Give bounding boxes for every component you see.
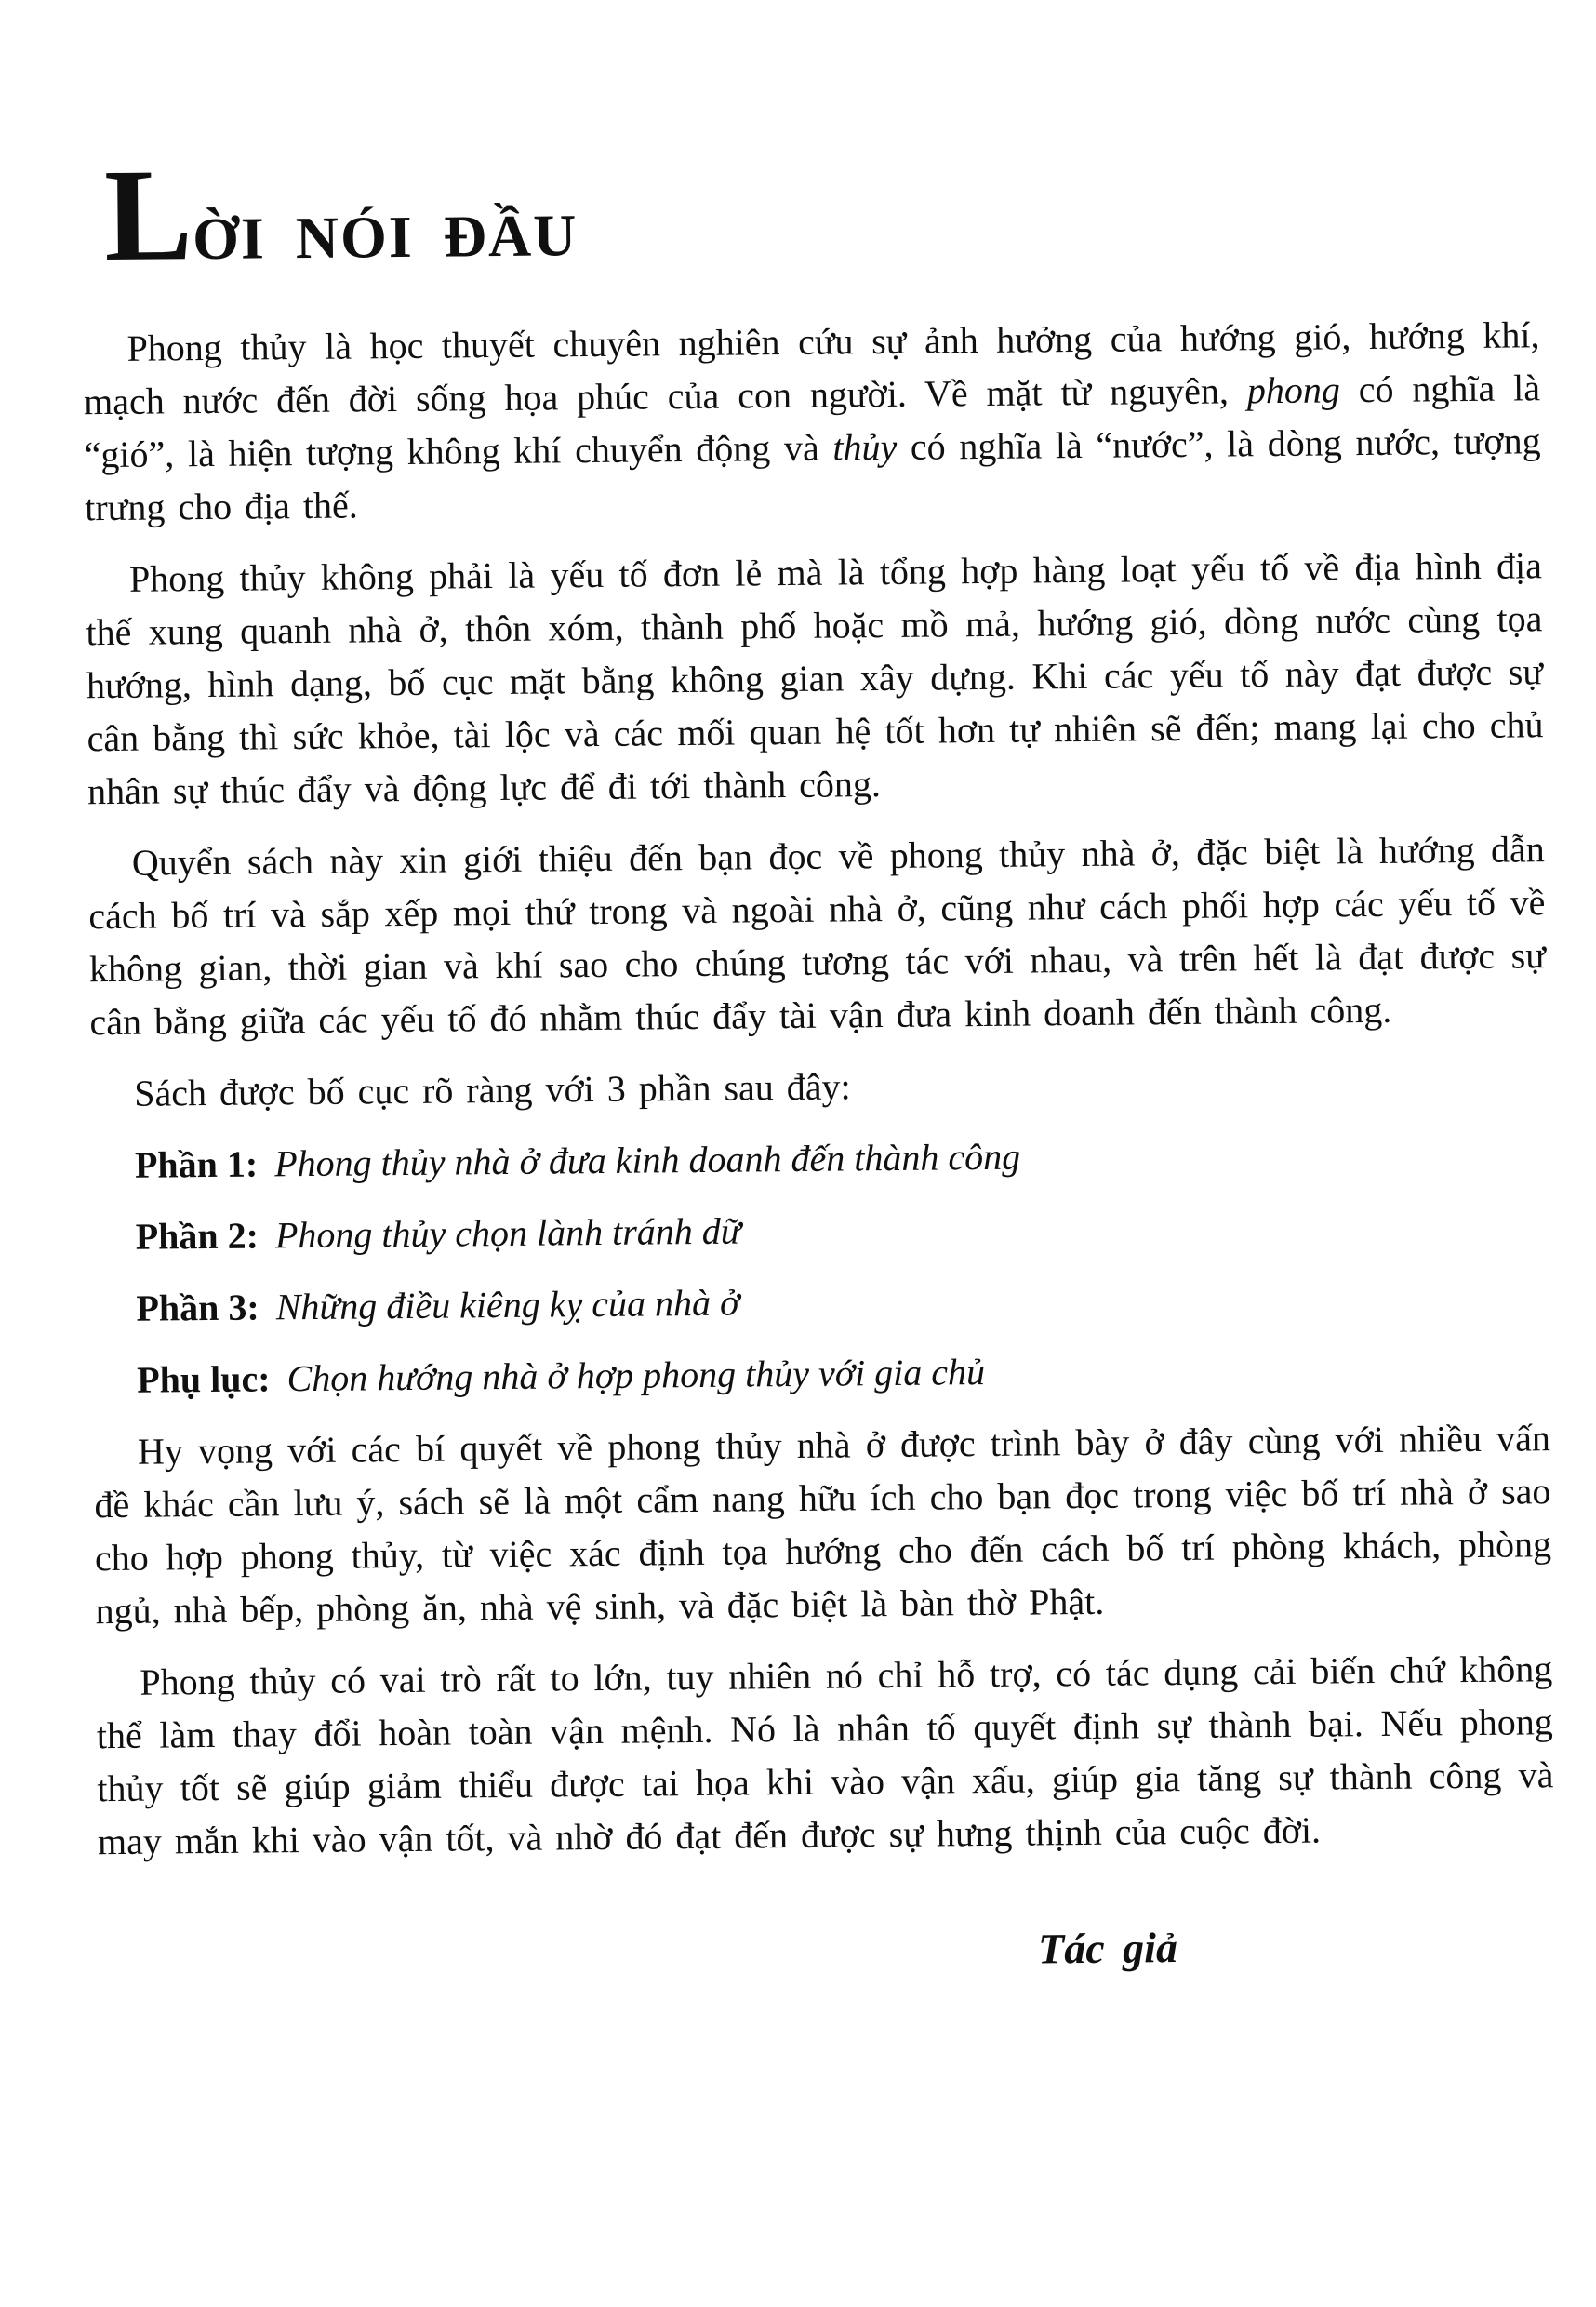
part-item-appendix: [93, 1340, 1549, 1407]
part-2-label: Phần 2:: [135, 1214, 259, 1258]
part-item-1: [91, 1125, 1548, 1192]
part-1-label: Phần 1:: [134, 1142, 259, 1186]
part-3-title: Những điều kiêng kỵ của nhà ở: [275, 1281, 740, 1328]
paragraph-intro-1: Phong thủy là học thuyết chuyên nghiên cứu sự ảnh hưởng của hướng gió, hướng khí, mạch nước đến đời sống họa phúc của con người. Về mặt từ nguyên, phong có nghĩa là “gió”, là hiện tượng không khí chuyển động và thủy có nghĩa là “nước”, là dòng nước, tượng trưng cho địa thế.: [83, 313, 1541, 529]
title-rest: ỜI NÓI ĐẦU: [192, 202, 579, 273]
part-1-title: Phong thủy nhà ở đưa kinh doanh đến thành công: [274, 1135, 1021, 1185]
part-item-3: [92, 1268, 1549, 1335]
part-2-title: Phong thủy chọn lành tránh dữ: [274, 1209, 741, 1257]
part-item-2: [91, 1196, 1548, 1263]
appendix-title: Chọn hướng nhà ở hợp phong thủy với gia chủ: [286, 1351, 986, 1400]
paragraph-closing-2: Phong thủy có vai trò rất to lớn, tuy nhiên nó chỉ hỗ trợ, có tác dụng cải biến chứ không thể làm thay đổi hoàn toàn vận mệnh. Nó là nhân tố quyết định sự thành bại. Nếu phong thủy tốt sẽ giúp giảm thiểu được tai họa khi vào vận xấu, giúp gia tăng sự thành công và may mắn khi vào vận tốt, và nhờ đó đạt đến được sự hưng thịnh của cuộc đời.: [96, 1647, 1554, 1863]
paragraph-intro-3: Quyển sách này xin giới thiệu đến bạn đọc về phong thủy nhà ở, đặc biệt là hướng dẫn cách bố trí và sắp xếp mọi thứ trong và ngoài nhà ở, cũng như cách phối hợp các yếu tố về không gian, thời gian và khí sao cho chúng tương tác với nhau, và trên hết là đạt được sự cân bằng giữa các yếu tố đó nhằm thúc đẩy tài vận đưa kinh doanh đến thành công.: [88, 828, 1547, 1044]
appendix-label: Phụ lục:: [136, 1357, 271, 1401]
paragraph-closing-1: Hy vọng với các bí quyết về phong thủy nhà ở được trình bày ở đây cùng với nhiều vấn đề khác cần lưu ý, sách sẽ là một cẩm nang hữu ích cho bạn đọc trong việc bố trí nhà ở sao cho hợp phong thủy, từ việc xác định tọa hướng cho đến cách bố trí phòng khách, phòng ngủ, nhà bếp, phòng ăn, nhà vệ sinh, và đặc biệt là bàn thờ Phật.: [94, 1417, 1552, 1633]
title-drop-cap: L: [103, 140, 193, 289]
author-signature: Tác giả: [1037, 1924, 1178, 1973]
paragraph-intro-2: Phong thủy không phải là yếu tố đơn lẻ mà là tổng hợp hàng loạt yếu tố về địa hình địa thế xung quanh nhà ở, thôn xóm, thành phố hoặc mồ mả, hướng gió, dòng nước cùng tọa hướng, hình dạng, bố cục mặt bằng không gian xây dựng. Khi các yếu tố này đạt được sự cân bằng thì sức khỏe, tài lộc và các mối quan hệ tốt hơn tự nhiên sẽ đến; mang lại cho chủ nhân sự thúc đẩy và động lực để đi tới thành công.: [86, 544, 1544, 813]
page-title: [103, 140, 1539, 289]
structure-intro-line: Sách được bố cục rõ ràng với 3 phần sau đây:: [134, 1065, 851, 1114]
part-3-label: Phần 3:: [136, 1286, 259, 1329]
page-content: [80, 0, 1555, 1982]
